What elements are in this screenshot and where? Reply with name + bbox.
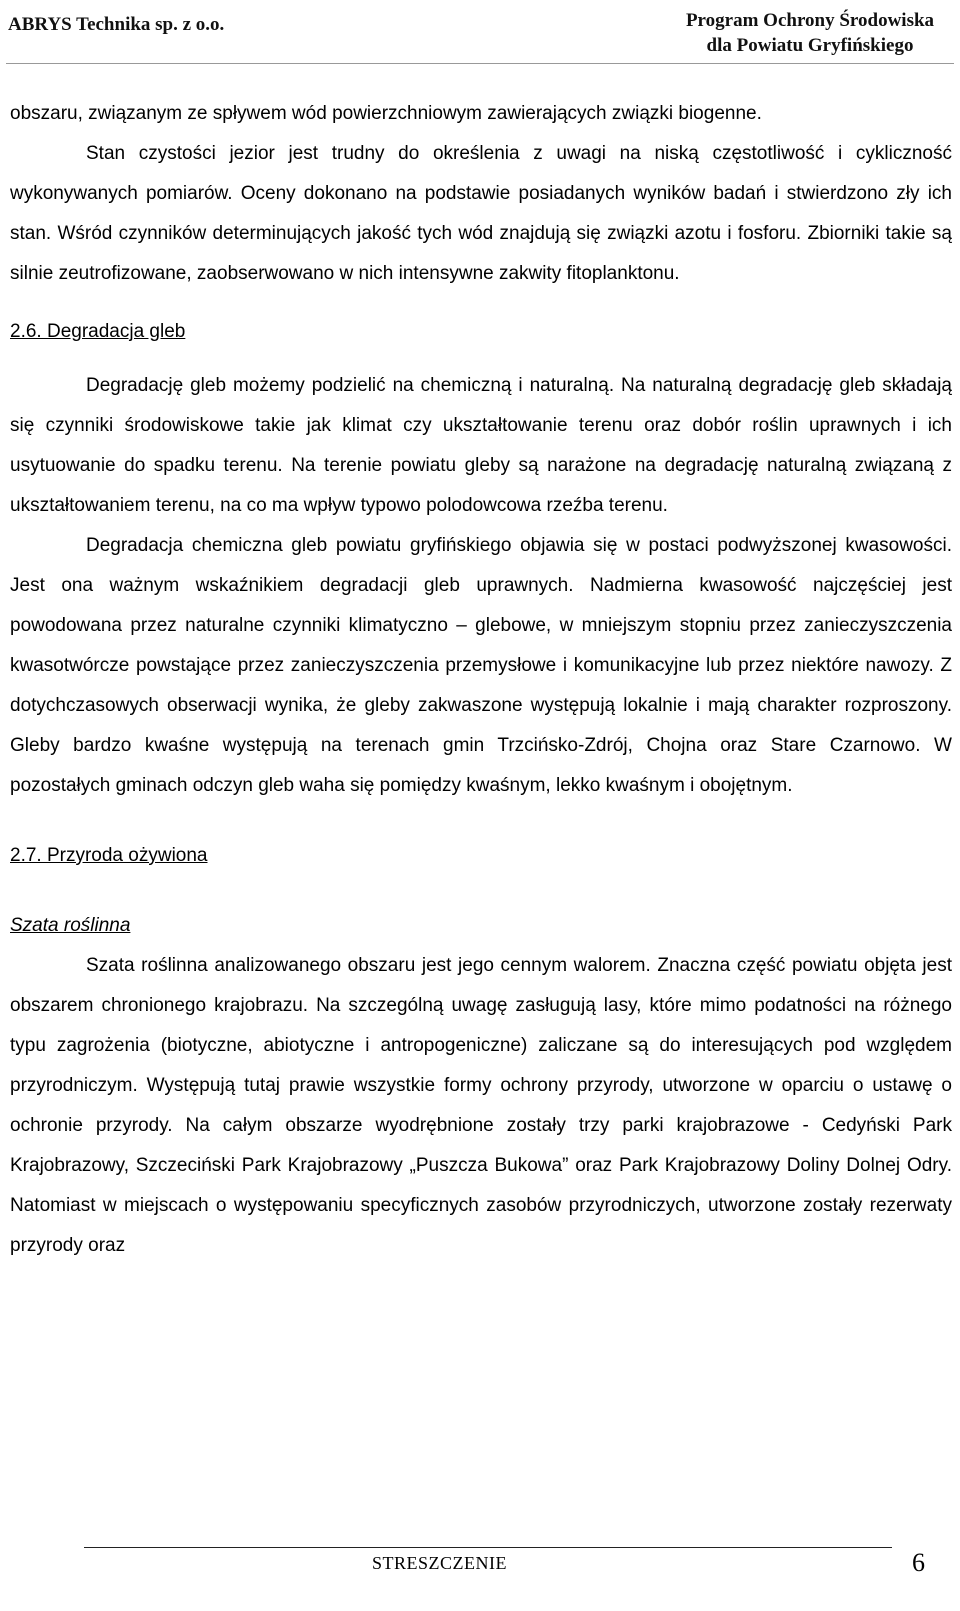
company-name: ABRYS Technika sp. z o.o.: [8, 14, 225, 35]
section-heading-soil-degradation: 2.6. Degradacja gleb: [10, 321, 186, 342]
footer-section-label: STRESZCZENIE: [372, 1553, 507, 1573]
paragraph-natural-degradation: Degradację gleb możemy podzielić na chemiczną i naturalną. Na naturalną degradację gleb składają się czynniki środowiskowe takie jak klimat czy ukształtowanie terenu oraz dobór roślin uprawnych i ich usytuowanie do spadku terenu. Na terenie powiatu gleby są narażone na degradację naturalną związaną z ukształtowaniem terenu, na co ma wpływ typowo polodowcowa rzeźba terenu.: [10, 375, 952, 516]
page-body: [10, 94, 952, 1266]
page-header: [0, 0, 960, 68]
paragraph-vegetation: Szata roślinna analizowanego obszaru jest jego cennym walorem. Znaczna część powiatu objęta jest obszarem chronionego krajobrazu. Na szczególną uwagę zasługują lasy, które mimo podatności na różnego typu zagrożenia (biotyczne, abiotyczne i antropogeniczne) zaliczane są do interesujących pod względem przyrodniczym. Występują tutaj prawie wszystkie formy ochrony przyrody, utworzone w oparciu o ustawę o ochronie przyrody. Na całym obszarze wyodrębnione zostały trzy parki krajobrazowe - Cedyński Park Krajobrazowy, Szczeciński Park Krajobrazowy „Puszcza Bukowa” oraz Park Krajobrazowy Doliny Dolnej Odry. Natomiast w miejscach o występowaniu specyficznych zasobów przyrodniczych, utworzone zostały rezerwaty przyrody oraz: [10, 955, 952, 1256]
subsection-heading-vegetation: Szata roślinna: [10, 915, 131, 936]
paragraph-continuation: obszaru, związanym ze spływem wód powierzchniowym zawierających związki biogenne.: [10, 103, 762, 124]
footer-divider: [84, 1547, 892, 1548]
page-number: 6: [912, 1548, 925, 1577]
document-title-line2: dla Powiatu Gryfińskiego: [706, 35, 914, 56]
header-divider: [6, 63, 954, 64]
paragraph-lakes-quality: Stan czystości jezior jest trudny do określenia z uwagi na niską częstotliwość i cykliczność wykonywanych pomiarów. Oceny dokonano na podstawie posiadanych wyników badań i stwierdzono zły ich stan. Wśród czynników determinujących jakość tych wód znajdują się związki azotu i fosforu. Zbiorniki takie są silnie zeutrofizowane, zaobserwowano w nich intensywne zakwity fitoplanktonu.: [10, 143, 952, 284]
paragraph-chemical-degradation: Degradacja chemiczna gleb powiatu gryfińskiego objawia się w postaci podwyższonej kwasowości. Jest ona ważnym wskaźnikiem degradacji gleb uprawnych. Nadmierna kwasowość najczęściej jest powodowana przez naturalne czynniki klimatyczno – glebowe, w mniejszym stopniu przez zanieczyszczenia kwasotwórcze powstające przez zanieczyszczenia przemysłowe i komunikacyjne lub przez niektóre nawozy. Z dotychczasowych obserwacji wynika, że gleby zakwaszone występują lokalnie i mają charakter rozproszony. Gleby bardzo kwaśne występują na terenach gmin Trzcińsko-Zdrój, Chojna oraz Stare Czarnowo. W pozostałych gminach odczyn gleb waha się pomiędzy kwaśnym, lekko kwaśnym i obojętnym.: [10, 535, 952, 796]
section-heading-living-nature: 2.7. Przyroda ożywiona: [10, 845, 208, 866]
page-footer: [0, 1540, 960, 1611]
document-title-line1: Program Ochrony Środowiska: [685, 10, 935, 31]
document-title: [660, 8, 960, 58]
